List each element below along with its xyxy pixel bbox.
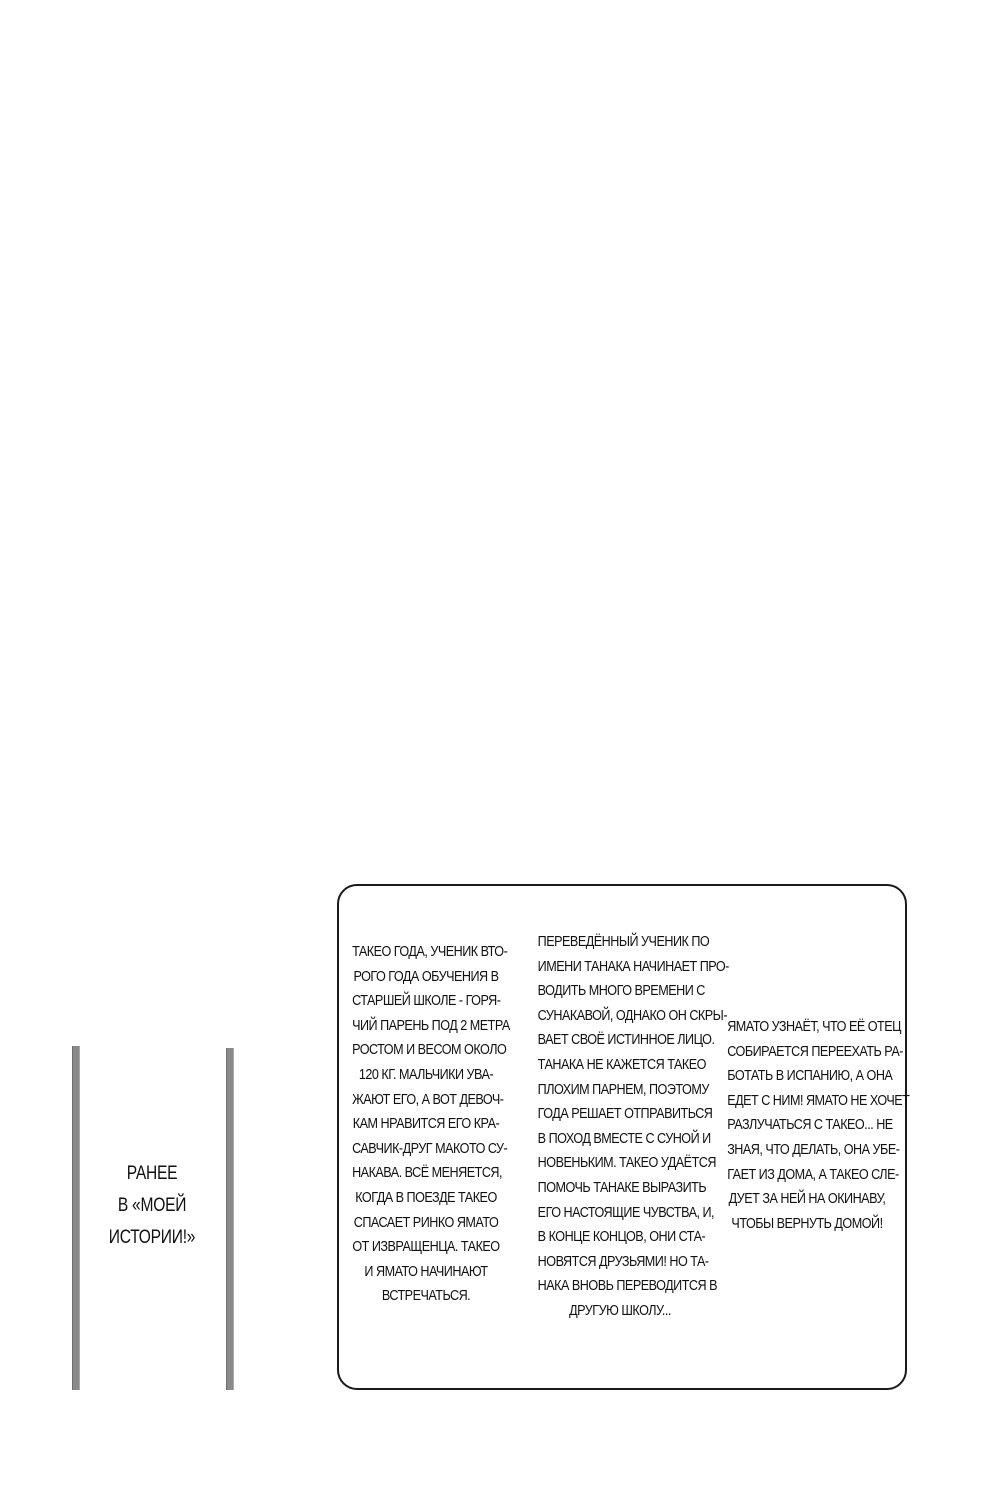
recap-title-line: ИСТОРИИ!» [108, 1227, 196, 1248]
summary-line: НОВЕНЬКИМ. ТАКЕО УДАЁТСЯ [537, 1154, 716, 1172]
summary-line: ЕГО НАСТОЯЩИЕ ЧУВСТВА, И, [537, 1203, 715, 1221]
summary-line: 120 КГ. МАЛЬЧИКИ УВА- [358, 1065, 494, 1083]
summary-line: ТАНАКА НЕ КАЖЕТСЯ ТАКЕО [537, 1055, 706, 1073]
summary-line: ПЛОХИМ ПАРНЕМ, ПОЭТОМУ [537, 1080, 709, 1098]
summary-line: ВАЕТ СВОЁ ИСТИННОЕ ЛИЦО. [537, 1031, 715, 1049]
summary-line: РОГО ГОДА ОБУЧЕНИЯ В [353, 967, 499, 985]
recap-title-line: В «МОЕЙ [117, 1195, 187, 1216]
summary-line: ДУЕТ ЗА НЕЙ НА ОКИНАВУ, [728, 1190, 886, 1208]
summary-line: БОТАТЬ В ИСПАНИЮ, А ОНА [727, 1067, 893, 1085]
summary-line: ГОДА РЕШАЕТ ОТПРАВИТЬСЯ [537, 1105, 713, 1123]
summary-line: ВСТРЕЧАТЬСЯ. [381, 1287, 471, 1305]
summary-line: РАЗЛУЧАТЬСЯ С ТАКЕО... НЕ [727, 1116, 893, 1134]
summary-line: ИМЕНИ ТАНАКА НАЧИНАЕТ ПРО- [537, 957, 729, 975]
summary-line: ЧИЙ ПАРЕНЬ ПОД 2 МЕТРА [352, 1016, 510, 1034]
summary-line: КАМ НРАВИТСЯ ЕГО КРА- [352, 1115, 500, 1133]
summary-line: ЗНАЯ, ЧТО ДЕЛАТЬ, ОНА УБЕ- [727, 1140, 900, 1158]
summary-line: ПОМОЧЬ ТАНАКЕ ВЫРАЗИТЬ [537, 1178, 707, 1196]
summary-line: НОВЯТСЯ ДРУЗЬЯМИ! НО ТА- [537, 1252, 709, 1270]
summary-line: СУНАКАВОЙ, ОДНАКО ОН СКРЫ- [537, 1006, 728, 1024]
summary-line: ЕДЕТ С НИМ! ЯМАТО НЕ ХОЧЕТ [727, 1091, 910, 1109]
summary-line: ВОДИТЬ МНОГО ВРЕМЕНИ С [537, 982, 705, 1000]
summary-column-3 [727, 1015, 910, 1236]
summary-line: ТАКЕО ГОДА, УЧЕНИК ВТО- [352, 943, 508, 960]
summary-line: ДРУГУЮ ШКОЛУ... [569, 1301, 671, 1319]
summary-column-1 [352, 940, 510, 1309]
summary-line: И ЯМАТО НАЧИНАЮТ [364, 1262, 488, 1280]
summary-line: ЧТОБЫ ВЕРНУТЬ ДОМОЙ! [731, 1214, 883, 1232]
summary-line: В КОНЦЕ КОНЦОВ, ОНИ СТА- [537, 1228, 706, 1246]
summary-line: РОСТОМ И ВЕСОМ ОКОЛО [352, 1041, 507, 1059]
summary-line: САВЧИК-ДРУГ МАКОТО СУ- [352, 1139, 508, 1157]
summary-column-2 [537, 930, 729, 1324]
summary-line: КОГДА В ПОЕЗДЕ ТАКЕО [355, 1188, 497, 1206]
recap-title-line: РАНЕЕ [126, 1163, 178, 1184]
summary-line: НАКА ВНОВЬ ПЕРЕВОДИТСЯ В [537, 1277, 717, 1295]
summary-line: В ПОХОД ВМЕСТЕ С СУНОЙ И [537, 1129, 711, 1147]
left-divider-bar [72, 1046, 80, 1390]
summary-line: НАКАВА. ВСЁ МЕНЯЕТСЯ, [352, 1164, 503, 1182]
right-divider-bar [226, 1048, 234, 1390]
recap-title [95, 1158, 210, 1254]
summary-line: СПАСАЕТ РИНКО ЯМАТО [353, 1213, 499, 1231]
summary-line: ПЕРЕВЕДЁННЫЙ УЧЕНИК ПО [537, 933, 710, 950]
summary-line: ОТ ИЗВРАЩЕНЦА. ТАКЕО [352, 1238, 500, 1256]
summary-line: ЖАЮТ ЕГО, А ВОТ ДЕВОЧ- [352, 1090, 504, 1108]
summary-line: ЯМАТО УЗНАЁТ, ЧТО ЕЁ ОТЕЦ [727, 1018, 901, 1035]
summary-line: ГАЕТ ИЗ ДОМА, А ТАКЕО СЛЕ- [727, 1165, 899, 1183]
summary-line: СТАРШЕЙ ШКОЛЕ - ГОРЯ- [352, 992, 501, 1010]
summary-line: СОБИРАЕТСЯ ПЕРЕЕХАТЬ РА- [727, 1042, 903, 1060]
